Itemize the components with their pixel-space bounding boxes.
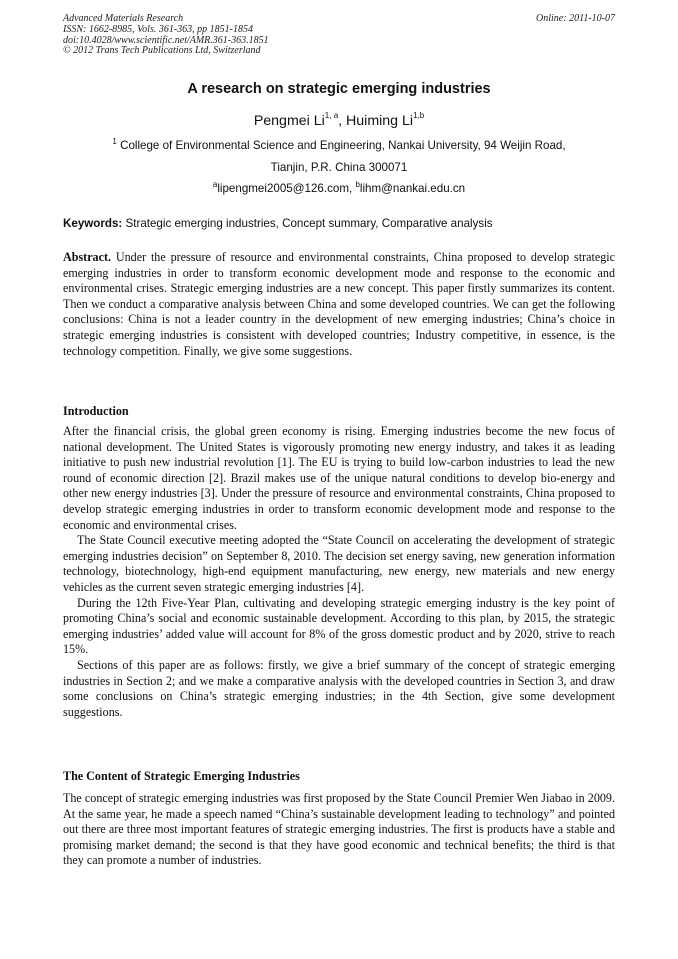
online-date: Online: 2011-10-07 xyxy=(536,13,615,24)
journal-name: Advanced Materials Research xyxy=(63,13,184,24)
content-paragraph: The concept of strategic emerging industries was first proposed by the State Council Premier Wen Jiabao in 2009. At the same year, he made a speech named “China’s sustainable development leading to technology” and pointed out there are three most important features of strategic emerging industries. The first is products have a stable and promising market demand; the second is that they have good economic and technical benefits; the third is that they can promote a number of industries. xyxy=(63,791,615,868)
abstract xyxy=(63,250,615,359)
author-list xyxy=(0,113,678,129)
introduction-body xyxy=(63,424,615,720)
keywords-text: Strategic emerging industries, Concept summary, Comparative analysis xyxy=(122,217,493,230)
affiliation-line-1 xyxy=(0,139,678,152)
journal-issn: ISSN: 1662-8985, Vols. 361-363, pp 1851-1854 xyxy=(63,23,253,35)
email-a: lipengmei2005@126.com, xyxy=(217,182,356,195)
abstract-text: Under the pressure of resource and environmental constraints, China proposed to develop strategic emerging industries in order to transform economic development mode and response to the economic and environmental crises. Strategic emerging industries are a new concept. This paper firstly summarizes its content. Then we conduct a comparative analysis between China and some developed countries. We can get the following conclusions: China is not a leader country in the development of new emerging industries; China’s choice in strategic emerging industries is consistent with developed countries; Industry competitive, in essence, is the technology competition. Finally, we give some suggestions. xyxy=(63,250,615,358)
email-a-mark: a xyxy=(212,180,218,189)
author-2-name: Huiming Li xyxy=(346,113,414,129)
email-b-mark: b xyxy=(355,180,360,189)
author-1-affiliation-mark: 1, a xyxy=(324,111,339,120)
content-section-body xyxy=(63,791,615,869)
keywords-label: Keywords: xyxy=(63,217,123,230)
keywords xyxy=(63,217,615,230)
intro-paragraph: During the 12th Five-Year Plan, cultivating and developing strategic emerging industry is the key point of promoting China’s social and economic sustainable development. According to this plan, by 2015, the strategic emerging industries’ added value will account for 8% of the gross domestic product and by 2020, strive to reach 15%. xyxy=(63,595,615,657)
author-1-name: Pengmei Li xyxy=(253,113,325,129)
author-2-affiliation-mark: 1,b xyxy=(413,111,425,120)
introduction-heading: Introduction xyxy=(63,404,129,418)
intro-paragraph: Sections of this paper are as follows: firstly, we give a brief summary of the concept of strategic emerging industries in Section 2; and we make a comparative analysis with the developed countries in Section 3, and draw some conclusions on China’s strategic emerging industries; in the 4th Section, give some development suggestions. xyxy=(63,657,615,719)
paper-title: A research on strategic emerging industries xyxy=(187,81,491,97)
content-section-heading: The Content of Strategic Emerging Industries xyxy=(63,769,300,783)
journal-copyright: © 2012 Trans Tech Publications Ltd, Switzerland xyxy=(63,45,261,57)
abstract-label: Abstract. xyxy=(63,250,112,264)
intro-paragraph: After the financial crisis, the global green economy is rising. Emerging industries become the new focus of national development. The United States is vigorously promoting new energy industry, and takes it as leading initiative to push new industrial revolution [1]. The EU is trying to build low-carbon industries to lead the new round of economic direction [2]. Brazil makes use of the unique natural conditions to develop bio-energy and other new energy industries [3]. Under the pressure of resource and environmental constraints, China proposed to develop strategic emerging industries in order to transform economic development mode and response to the economic and environmental crises. xyxy=(63,424,615,532)
email-b: lihm@nankai.edu.cn xyxy=(359,182,466,195)
affiliation-line-2: Tianjin, P.R. China 300071 xyxy=(270,161,408,174)
affiliation-mark: 1 xyxy=(112,137,117,146)
journal-doi: doi:10.4028/www.scientific.net/AMR.361-363.1851 xyxy=(63,34,269,46)
journal-header xyxy=(63,14,615,57)
author-emails xyxy=(0,182,678,195)
author-separator: , xyxy=(338,113,347,129)
affiliation-text-1: College of Environmental Science and Engineering, Nankai University, 94 Weijin Road, xyxy=(116,139,566,152)
intro-paragraph: The State Council executive meeting adopted the “State Council on accelerating the development of strategic emerging industries decision” on September 8, 2010. The decision set energy saving, new generation information technology, biotechnology, high-end equipment manufacturing, new energy, new materials and new energy vehicles as the current seven strategic emerging industries [4]. xyxy=(63,533,615,594)
